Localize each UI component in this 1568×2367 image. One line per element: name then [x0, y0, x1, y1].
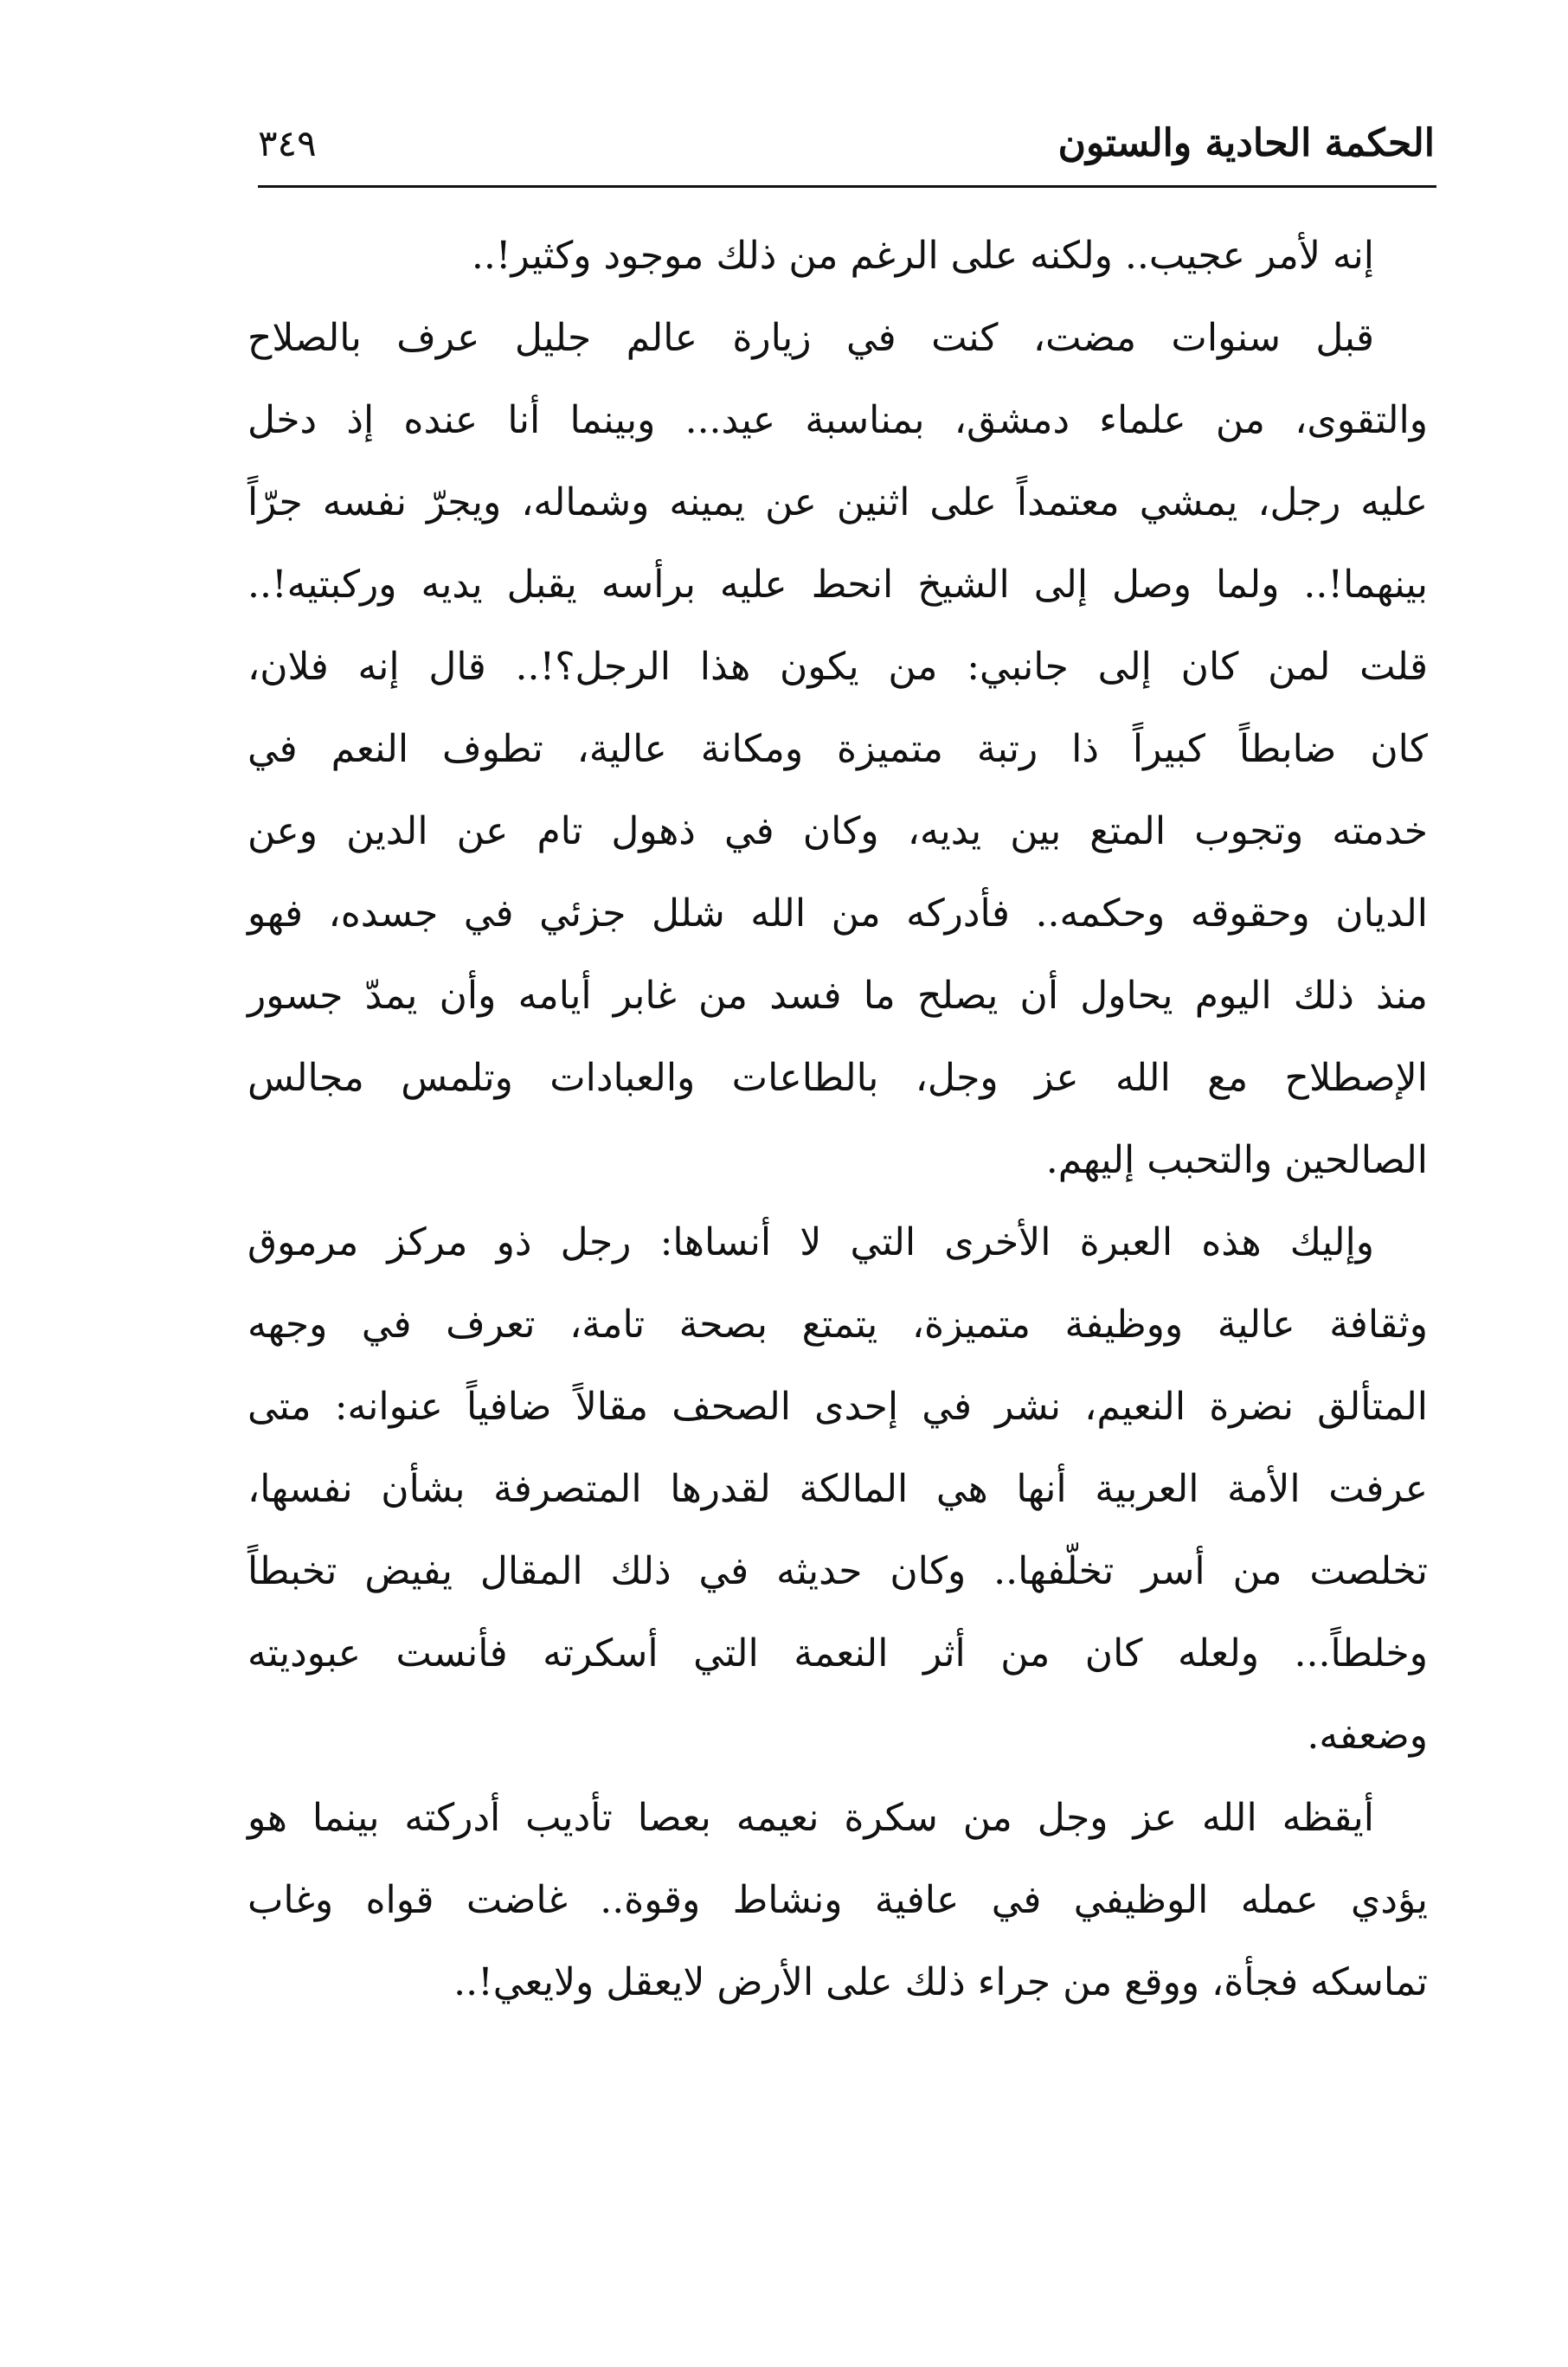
text-line: الصالحين والتحبب إليهم.	[1045, 1138, 1428, 1182]
text-line: عرفت الأمة العربية أنها هي المالكة لقدرها المتصرفة بشأن نفسها،	[247, 1467, 1428, 1511]
text-line: أيقظه الله عز وجل من سكرة نعيمه بعصا تأديب أدركته بينما هو	[247, 1796, 1374, 1840]
text-line: تخلصت من أسر تخلّفها.. وكان حديثه في ذلك المقال يفيض تخبطاً	[247, 1549, 1428, 1593]
paragraph	[247, 297, 1428, 1201]
text-line: وإليك هذه العبرة الأخرى التي لا أنساها: رجل ذو مركز مرموق	[247, 1220, 1374, 1264]
text-line: وخلطاً... ولعله كان من أثر النعمة التي أسكرته فأنست عبوديته	[247, 1631, 1428, 1676]
chapter-title: الحكمة الحادية والستون	[1057, 121, 1435, 165]
page-number: ٣٤٩	[258, 122, 317, 164]
text-line: وثقافة عالية ووظيفة متميزة، يتمتع بصحة تامة، تعرف في وجهه	[247, 1302, 1428, 1347]
text-line: والتقوى، من علماء دمشق، بمناسبة عيد... وبينما أنا عنده إذ دخل	[247, 398, 1428, 442]
text-line: المتألق نضرة النعيم، نشر في إحدى الصحف مقالاً ضافياً عنوانه: متى	[247, 1385, 1429, 1429]
body-text	[247, 215, 1428, 2023]
text-line: كان ضابطاً كبيراً ذا رتبة متميزة ومكانة عالية، تطوف النعم في	[247, 727, 1428, 771]
text-line: الإصطلاح مع الله عز وجل، بالطاعات والعبادات وتلمس مجالس	[247, 1056, 1428, 1100]
paragraph	[247, 1201, 1428, 1777]
text-line: بينهما!.. ولما وصل إلى الشيخ انحط عليه برأسه يقبل يديه وركبتيه!..	[247, 563, 1428, 607]
text-line: يؤدي عمله الوظيفي في عافية ونشاط وقوة.. غاضت قواه وغاب	[247, 1878, 1428, 1922]
text-line: منذ ذلك اليوم يحاول أن يصلح ما فسد من غابر أيامه وأن يمدّ جسور	[247, 974, 1428, 1018]
text-line: قبل سنوات مضت، كنت في زيارة عالم جليل عرف بالصلاح	[247, 316, 1374, 360]
text-line: إنه لأمر عجيب.. ولكنه على الرغم من ذلك موجود وكثير!..	[471, 234, 1374, 278]
page-header	[258, 102, 1435, 180]
text-line: الديان وحقوقه وحكمه.. فأدركه من الله شلل جزئي في جسده، فهو	[247, 891, 1428, 936]
text-line: وضعفه.	[1307, 1714, 1428, 1758]
text-line: تماسكه فجأة، ووقع من جراء ذلك على الأرض لايعقل ولايعي!..	[453, 1960, 1428, 2004]
text-line: خدمته وتجوب المتع بين يديه، وكان في ذهول تام عن الدين وعن	[247, 809, 1428, 853]
paragraph	[247, 1777, 1428, 2023]
text-line: قلت لمن كان إلى جانبي: من يكون هذا الرجل؟!.. قال إنه فلان،	[247, 645, 1428, 689]
header-divider	[258, 185, 1436, 188]
paragraph	[247, 215, 1428, 297]
text-line: عليه رجل، يمشي معتمداً على اثنين عن يمينه وشماله، ويجرّ نفسه جرّاً	[247, 480, 1428, 524]
